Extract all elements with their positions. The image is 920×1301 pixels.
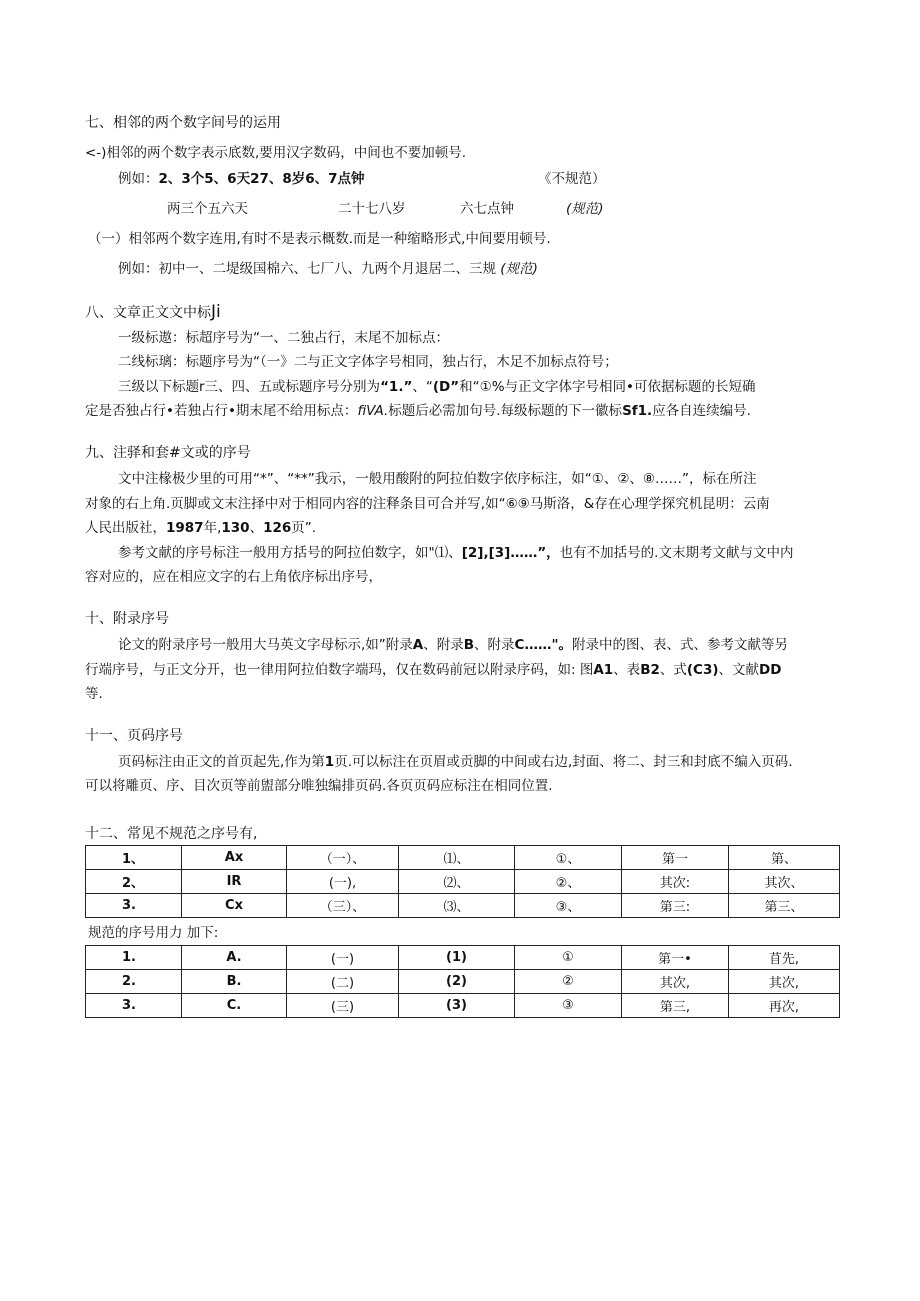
bold-text: A <box>412 637 424 653</box>
table-row <box>86 870 840 894</box>
section-9-line-2: 对象的右上角.页脚或文末注择中对于相同内容的注释条目可合并写,如“⑥⑨马斯洛，&存在心理学探究机昆明：云南 <box>85 496 770 512</box>
standard-tag: (规范) <box>566 201 604 217</box>
table-cell: 苜先, <box>729 946 840 970</box>
text: 、附录 <box>474 637 515 653</box>
nonstandard-tag: 《不规范） <box>538 171 606 187</box>
example-2c: 六七点钟 <box>460 201 514 217</box>
text: 、式 <box>659 662 687 678</box>
text: 、文献 <box>718 662 760 678</box>
table-cell: (三) <box>287 994 399 1018</box>
table-cell: （一）、 <box>287 846 399 870</box>
table-cell: Cx <box>182 894 287 918</box>
section-7-example-1 <box>118 169 365 189</box>
standard-numbering-table <box>85 945 840 1018</box>
text: 三级以下标题r三、四、五或标题序号分别为 <box>118 379 381 395</box>
section-8-line-4 <box>85 401 751 421</box>
text: 行端序号，与正文分开，也一律用阿拉伯数字端玛，仅在数码前冠以附录序码，如: 图 <box>85 662 594 678</box>
table-cell: (3) <box>399 994 515 1018</box>
table-cell: 第三, <box>622 994 729 1018</box>
table-cell: 2、 <box>86 870 182 894</box>
standard-numbering-subtitle: 规范的序号用力 加下: <box>88 925 219 941</box>
nonstandard-numbering-table <box>85 845 840 918</box>
text: 页.可以标注在页眉或贡脚的中间或右边,封面、将二、封三和封底不编入页码. <box>334 754 793 770</box>
bold-text: A1 <box>593 662 614 678</box>
example-2a: 两三个五六天 <box>167 201 248 217</box>
table-cell: (一), <box>287 870 399 894</box>
table-cell: ①、 <box>515 846 622 870</box>
table-cell: 其次、 <box>729 870 840 894</box>
section-7-para-1: <-)相邻的两个数字表示底数,要用汉字数码，中间也不要加顿号. <box>85 145 467 161</box>
table-cell: 3. <box>86 994 182 1018</box>
section-8-title-text: 八、文章正文文中标 <box>85 305 211 321</box>
text: 、“ <box>412 379 433 395</box>
bold-text: “1.” <box>380 379 413 395</box>
text: 定是否独占行•若独占行•期末尾不给用标点： <box>85 403 358 419</box>
table-cell: B. <box>182 970 287 994</box>
section-12-title: 十二、常见不规范之序号有, <box>85 826 258 842</box>
table-cell: ③、 <box>515 894 622 918</box>
table-row <box>86 994 840 1018</box>
bold-text: B2 <box>640 662 660 678</box>
text: 标题后必需加句号.每级标题的下一徽标 <box>388 403 623 419</box>
table-cell: 1、 <box>86 846 182 870</box>
bold-text: 1 <box>324 754 335 770</box>
table-cell: ③ <box>515 994 622 1018</box>
section-10-title: 十、附录序号 <box>85 611 169 627</box>
text: 附录中的图、表、式、参考文献等另 <box>572 637 788 653</box>
example-2b: 二十七八岁 <box>338 201 406 217</box>
table-cell: (2) <box>399 970 515 994</box>
bold-text: C……"。 <box>514 637 572 653</box>
bold-text: (D” <box>432 379 460 395</box>
table-cell: 第、 <box>729 846 840 870</box>
example-lead: 例如： <box>118 171 159 187</box>
section-8-line-3 <box>118 377 755 397</box>
table-cell: 第一• <box>622 946 729 970</box>
table-row <box>86 946 840 970</box>
section-9-line-5: 容对应的，应在相应文字的右上角依序标出序号， <box>85 569 382 585</box>
section-11-title: 十一、页码序号 <box>85 728 183 744</box>
table-cell: 第三: <box>622 894 729 918</box>
section-9-line-4 <box>118 543 793 563</box>
example-bold-text: 2、3个5、6天27、8岁6、7点钟 <box>158 171 365 187</box>
section-7-title: 七、相邻的两个数字间号的运用 <box>85 115 281 131</box>
text: 、 <box>249 520 264 536</box>
section-9-line-3 <box>85 518 316 538</box>
table-cell: ① <box>515 946 622 970</box>
table-cell: 其次, <box>622 970 729 994</box>
table-cell: 第三、 <box>729 894 840 918</box>
table-cell: （三）、 <box>287 894 399 918</box>
example-3-text: 例如：初中一、二堤级国棉六、七厂八、九两个月退居二、三规 <box>118 261 496 277</box>
table-row <box>86 970 840 994</box>
bold-text: Sf1. <box>622 403 653 419</box>
bold-text: 126 <box>263 520 292 536</box>
bold-text: DD <box>759 662 782 678</box>
table-cell: 其次: <box>622 870 729 894</box>
section-8-title <box>85 302 221 323</box>
text: 参考文献的序号标注一般用方括号的阿拉伯数字，如"⑴、 <box>118 545 462 561</box>
table-cell: (一) <box>287 946 399 970</box>
table-cell: 3. <box>86 894 182 918</box>
table-cell: Ax <box>182 846 287 870</box>
section-9-title: 九、注驿和套#文或的序号 <box>85 445 251 461</box>
table-cell: C. <box>182 994 287 1018</box>
table-cell: ② <box>515 970 622 994</box>
table-cell: IR <box>182 870 287 894</box>
section-8-line-1: 一级标遨：标超序号为“一、二独占行，末尾不加标点： <box>118 330 449 346</box>
text: 也有不加括号的.文末期考文献与文中内 <box>559 545 794 561</box>
table-cell: (1) <box>399 946 515 970</box>
text: 人民出版社， <box>85 520 166 536</box>
section-7-example-3 <box>118 259 538 279</box>
table-cell: 2. <box>86 970 182 994</box>
table-cell: 第一 <box>622 846 729 870</box>
italic-text: fiVA. <box>357 403 389 419</box>
table-row <box>86 846 840 870</box>
table-cell: ⑴、 <box>399 846 515 870</box>
bold-text: 1987 <box>166 520 204 536</box>
table-cell: ⑵、 <box>399 870 515 894</box>
section-7-para-2: （一）相邻两个数字连用,有时不是表示概数.而是一种缩略形式,中间要用顿号. <box>88 231 551 247</box>
table-cell: ⑶、 <box>399 894 515 918</box>
table-cell: A. <box>182 946 287 970</box>
bold-text: [2],[3]……”， <box>461 545 560 561</box>
section-10-line-1 <box>118 635 788 655</box>
table-row <box>86 894 840 918</box>
section-8-title-ji: Ji <box>211 302 221 322</box>
text: 应各自连续编号. <box>652 403 751 419</box>
bold-text: (C3) <box>686 662 719 678</box>
table-cell: ②、 <box>515 870 622 894</box>
table-cell: 1. <box>86 946 182 970</box>
text: 页码标注由正文的首页起先,作为第 <box>118 754 325 770</box>
text: 论文的附录序号一般用大马英文字母标示,如”附录 <box>118 637 413 653</box>
bold-text: 130 <box>221 520 250 536</box>
table-cell: 其次, <box>729 970 840 994</box>
text: 和“①%与正文字体字号相同•可依据标题的长短确 <box>459 379 756 395</box>
section-11-line-1 <box>118 752 793 772</box>
table-cell: 再次, <box>729 994 840 1018</box>
bold-text: B <box>463 637 475 653</box>
standard-tag: (规范) <box>500 261 538 277</box>
section-9-line-1: 文中注椽极少里的可用“*”、“**”我示，一般用酸附的阿拉伯数字依序标注，如“①、②、⑧……”，标在所注 <box>118 471 757 487</box>
text: 年, <box>203 520 222 536</box>
section-10-line-2 <box>85 660 781 680</box>
table-cell: (二) <box>287 970 399 994</box>
text: 、表 <box>613 662 641 678</box>
section-8-line-2: 二线标璃：标题序号为“（一》二与正文字体字号相同，独占行，木足不加标点符号； <box>118 354 618 370</box>
section-11-line-2: 可以将雕页、序、目次页等前盥部分唯独编排页码.各页页码应标注在相同位置. <box>85 778 553 794</box>
text: 页”. <box>291 520 317 536</box>
section-10-line-3: 等. <box>85 686 103 702</box>
text: 、附录 <box>423 637 464 653</box>
